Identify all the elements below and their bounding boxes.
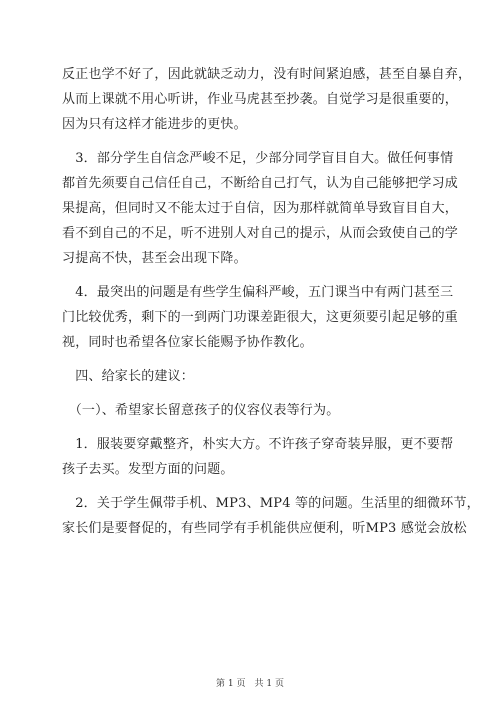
paragraph [62,62,472,137]
text-line: （一）、希望家长留意孩子的仪容仪表等行为。 [62,403,340,418]
text-line: 看不到自己的不足，听不进别人对自己的提示，从而会致使自己的学 [62,226,459,241]
text-line: 都首先须要自己信任自己，不断给自己打气，认为自己能够把学习成 [62,176,459,191]
text-line: 视，同时也希望各位家长能赐予协作教化。 [62,335,313,350]
section-heading [62,364,442,389]
paragraph [62,491,480,541]
paragraph [62,432,454,482]
text-line: 2．关于学生佩带手机、MP3、MP4 等的问题。生活里的细微环节， [62,496,480,511]
text-line: 四、给家长的建议： [62,369,195,384]
page-number-footer: 第 1 页 共 1 页 [216,679,284,689]
text-line: 果提高，但同时又不能太过于自信，因为那样就简单导致盲目自大， [62,201,459,216]
text-line: 家长们是要督促的，有些同学有手机能供应便利，听MP3 感觉会放松 [62,521,467,536]
document-body [62,62,480,541]
text-line: 门比较优秀，剩下的一到两门功课差距很大，这更须要引起足够的重 [62,310,459,325]
text-line: 反正也学不好了，因此就缺乏动力，没有时间紧迫感，甚至自暴自弃， [62,67,472,82]
paragraph [62,146,459,271]
text-line: 孩子去买。发型方面的问题。 [62,462,234,477]
paragraph [62,280,459,355]
text-line: 因为只有这样才能进步的更快。 [62,117,247,132]
text-line: 4．最突出的问题是有些学生偏科严峻，五门课当中有两门甚至三 [62,285,454,300]
text-line: 习提高不快，甚至会出现下降。 [62,251,247,266]
text-line: 3．部分学生自信念严峻不足，少部分同学盲目自大。做任何事情 [62,151,454,166]
text-line: 1．服装要穿戴整齐，朴实大方。不许孩子穿奇装异服，更不要帮 [62,437,454,452]
text-line: 从而上课就不用心听讲，作业马虎甚至抄袭。自觉学习是很重要的， [62,92,459,107]
subsection-heading [62,398,442,423]
